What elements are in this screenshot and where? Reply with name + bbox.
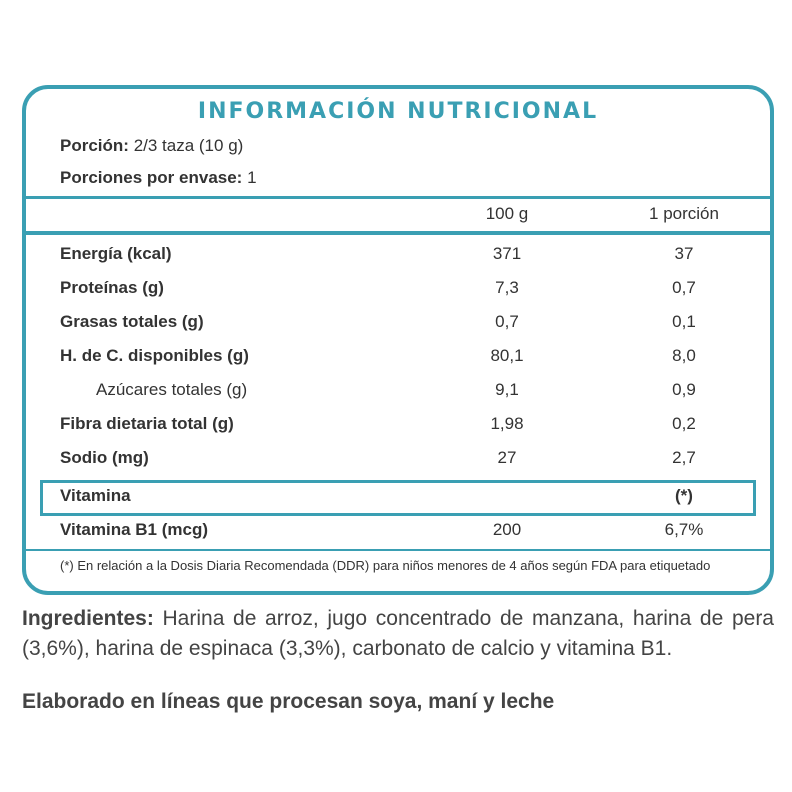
divider-top [26, 196, 770, 199]
row-value-100g: 200 [492, 520, 522, 539]
nutrition-panel [22, 85, 774, 595]
portion-value: 2/3 taza (10 g) [133, 136, 244, 155]
row-label: Proteínas (g) [60, 278, 164, 297]
portion-label: Porción: [60, 136, 129, 155]
servings-line [60, 168, 257, 188]
divider-header [26, 231, 770, 235]
portion-line [60, 136, 243, 156]
servings-label: Porciones por envase: [60, 168, 243, 187]
row-label: H. de C. disponibles (g) [60, 346, 249, 365]
row-value-portion: 6,7% [664, 520, 704, 539]
row-value-portion: 0,1 [672, 312, 696, 331]
row-value-portion: 0,2 [672, 414, 696, 433]
ingredients-paragraph [22, 604, 774, 664]
table-row [26, 414, 770, 444]
row-label: Fibra dietaria total (g) [60, 414, 234, 433]
row-label: Vitamina B1 (mcg) [60, 520, 209, 539]
row-value-100g: 80,1 [490, 346, 524, 365]
ingredients-text: Harina de arroz, jugo concentrado de manzana, harina de pera (3,6%), harina de espinaca (3,3%), carbonato de calcio y vitamina B1. [22, 607, 774, 660]
row-value-100g: 7,3 [495, 278, 519, 297]
row-value-100g: 9,1 [495, 380, 519, 399]
row-value-100g: 371 [492, 244, 522, 263]
row-value-100g: 27 [497, 448, 517, 467]
row-label: Grasas totales (g) [60, 312, 204, 331]
table-row [26, 278, 770, 308]
row-value-portion: 0,9 [672, 380, 696, 399]
row-value-portion: 8,0 [672, 346, 696, 365]
row-value-portion: 0,7 [672, 278, 696, 297]
divider-footnote [26, 549, 770, 551]
table-row [26, 312, 770, 342]
table-row [26, 244, 770, 274]
footnote: (*) En relación a la Dosis Diaria Recomendada (DDR) para niños menores de 4 años según FDA para etiquetado [60, 558, 711, 573]
vitamin-header-row [26, 486, 770, 516]
row-value-100g: 1,98 [490, 414, 524, 433]
row-label: Azúcares totales (g) [96, 380, 248, 399]
table-row [26, 346, 770, 376]
allergen-warning: Elaborado en líneas que procesan soya, maní y leche [22, 690, 555, 713]
row-value-portion: 2,7 [672, 448, 696, 467]
vitamin-b1-row [26, 520, 770, 550]
row-label: Energía (kcal) [60, 244, 172, 263]
row-value-portion: 37 [674, 244, 694, 263]
ingredients-label: Ingredientes: [22, 607, 154, 630]
servings-value: 1 [247, 168, 257, 187]
vitamin-header-note: (*) [675, 486, 693, 505]
panel-title: INFORMACIÓN NUTRICIONAL [197, 99, 599, 124]
row-label: Sodio (mg) [60, 448, 149, 467]
column-header-portion: 1 porción [649, 204, 719, 223]
table-row [26, 380, 770, 410]
table-row [26, 448, 770, 478]
column-header-100g: 100 g [485, 204, 529, 223]
row-value-100g: 0,7 [495, 312, 519, 331]
vitamin-header-label: Vitamina [60, 486, 131, 505]
